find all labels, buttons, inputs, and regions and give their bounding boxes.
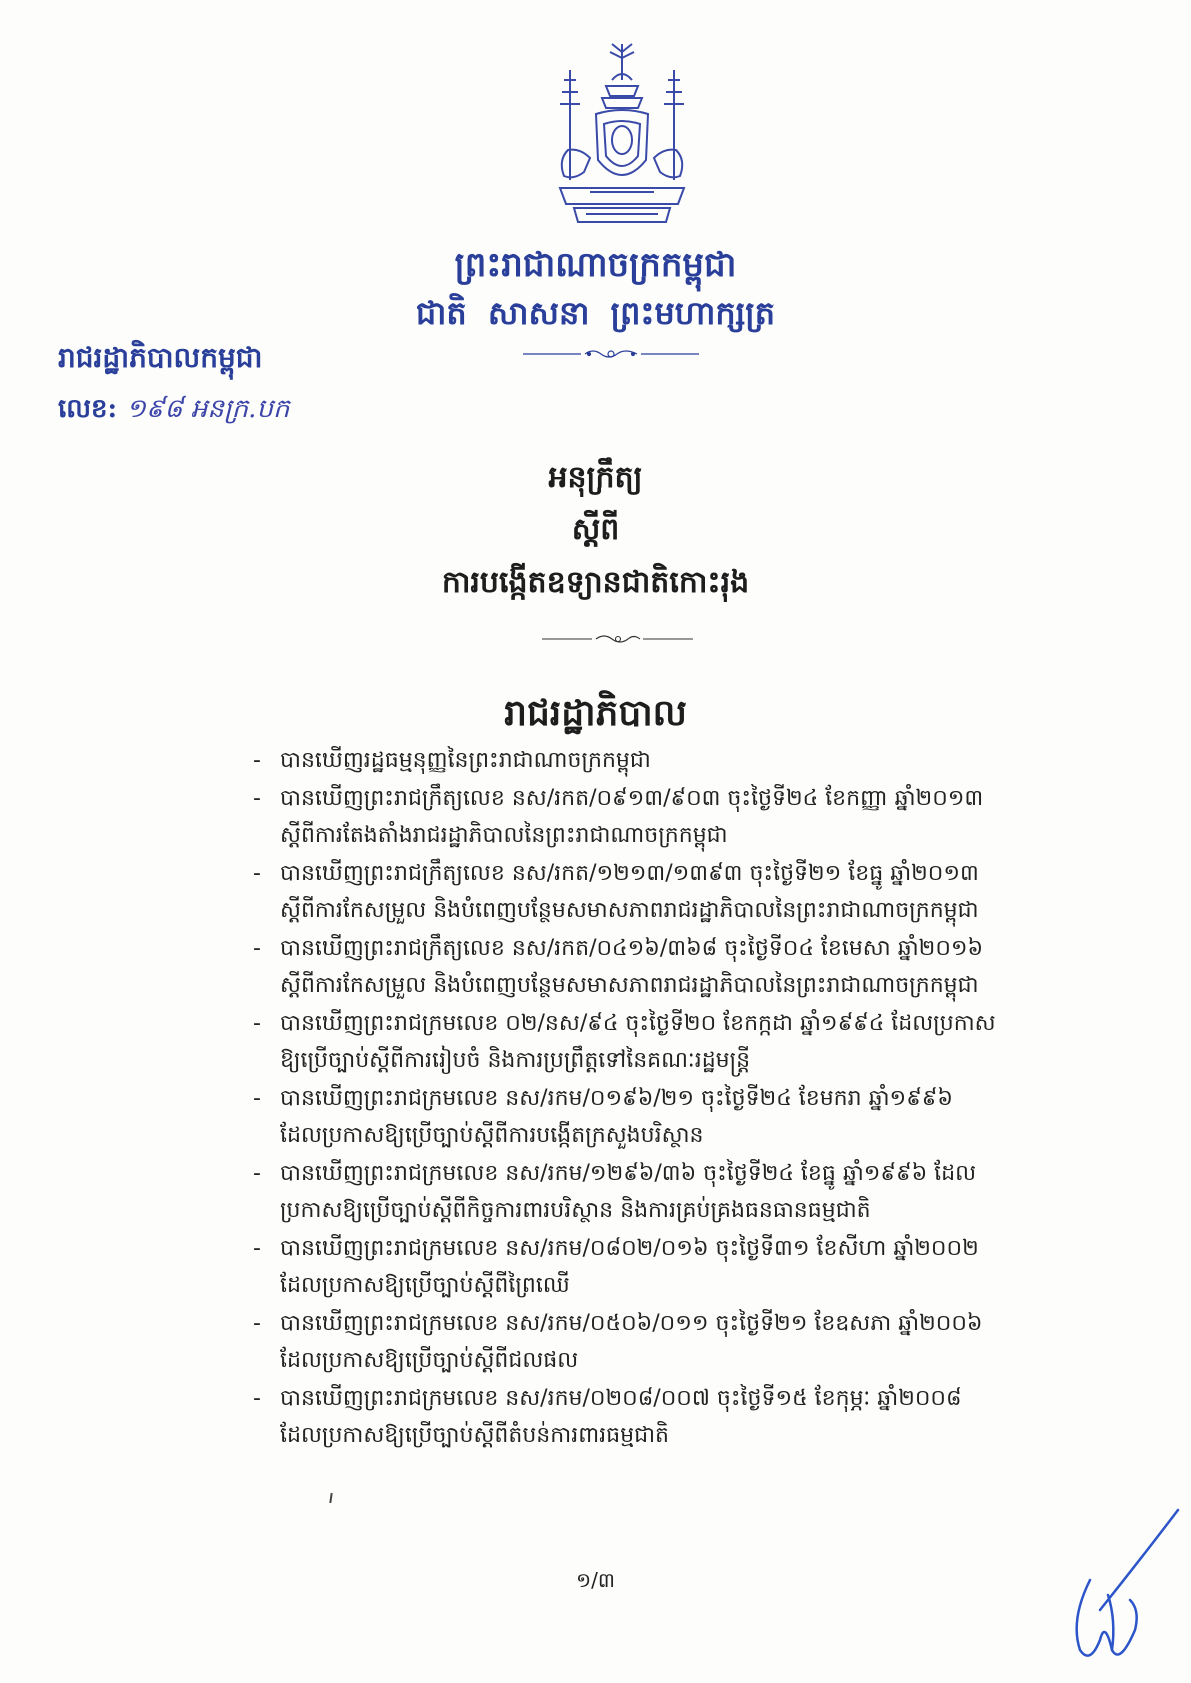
list-item-line2: ដែលប្រកាសឱ្យប្រើច្បាប់ស្តីពីជលផល	[280, 1348, 579, 1373]
list-item-line1: បានឃើញព្រះរាជក្រមលេខ ០២/នស/៩៤ ចុះថ្ងៃទី២០ ខែកក្កដា ឆ្នាំ១៩៩៤ ដែលប្រកាស	[280, 1010, 996, 1036]
list-item	[253, 1005, 1063, 1080]
list-item	[253, 930, 1063, 1005]
list-item-line1: បានឃើញព្រះរាជក្រឹត្យលេខ នស/រកត/០៤១៦/៣៦៨ ចុះថ្ងៃទី០៤ ខែមេសា ឆ្នាំ២០១៦	[280, 935, 984, 961]
stray-ink-mark	[329, 1493, 332, 1503]
list-item	[253, 780, 1063, 855]
section-heading: រាជរដ្ឋាភិបាល	[504, 692, 687, 734]
initials-signature-icon	[1060, 1500, 1180, 1670]
list-item-line1: បានឃើញព្រះរាជក្រមលេខ នស/រកម/០៥០៦/០១១ ចុះថ្ងៃទី២១ ខែឧសភា ឆ្នាំ២០០៦	[280, 1310, 983, 1336]
national-motto: ជាតិ សាសនា ព្រះមហាក្សត្រ	[415, 294, 776, 332]
reference-value: ១៩៨ អនក្រ.បក	[126, 394, 290, 424]
list-item	[253, 1080, 1063, 1155]
list-item-line2: ស្តីពីការតែងតាំងរាជរដ្ឋាភិបាលនៃព្រះរាជាណាចក្រកម្ពុជា	[280, 823, 728, 848]
list-item-line1: បានឃើញព្រះរាជក្រឹត្យលេខ នស/រកត/១២១៣/១៣៩៣ ចុះថ្ងៃទី២១ ខែធ្នូ ឆ្នាំ២០១៣	[280, 860, 979, 886]
list-item-line1: បានឃើញព្រះរាជក្រមលេខ នស/រកម/០២០៨/០០៧ ចុះថ្ងៃទី១៥ ខែកុម្ភៈ ឆ្នាំ២០០៨	[280, 1385, 962, 1411]
ornament-divider-top-icon	[521, 346, 701, 362]
list-item	[253, 1380, 1063, 1455]
list-item-line1: បានឃើញព្រះរាជក្រមលេខ នស/រកម/០៨០២/០១៦ ចុះថ្ងៃទី៣១ ខែសីហា ឆ្នាំ២០០២	[280, 1235, 979, 1261]
list-item-line2: ស្តីពីការកែសម្រួល និងបំពេញបន្ថែមសមាសភាពរាជរដ្ឋាភិបាលនៃព្រះរាជាណាចក្រកម្ពុជា	[280, 973, 979, 998]
decree-subject-title: ការបង្កើតឧទ្យានជាតិកោះរុង	[441, 565, 750, 600]
considerations-list	[253, 742, 1063, 1455]
list-item-line2: ឱ្យប្រើច្បាប់ស្តីពីការរៀបចំ និងការប្រព្រឹត្តទៅនៃគណៈរដ្ឋមន្ត្រី	[280, 1048, 751, 1073]
list-item-line2: ដែលប្រកាសឱ្យប្រើច្បាប់ស្តីពីការបង្កើតក្រសួងបរិស្ថាន	[280, 1123, 704, 1148]
ornament-divider-middle-icon	[540, 631, 695, 647]
list-item-line1: បានឃើញព្រះរាជក្រមលេខ នស/រកម/០១៩៦/២១ ចុះថ្ងៃទី២៤ ខែមករា ឆ្នាំ១៩៩៦	[280, 1085, 953, 1111]
list-item-line2: ដែលប្រកាសឱ្យប្រើច្បាប់ស្តីពីតំបន់ការពារធម្មជាតិ	[280, 1423, 669, 1448]
list-item-line1: បានឃើញរដ្ឋធម្មនុញ្ញនៃព្រះរាជាណាចក្រកម្ពុជា	[280, 748, 651, 773]
list-item-line1: បានឃើញព្រះរាជក្រមលេខ នស/រកម/១២៩៦/៣៦ ចុះថ្ងៃទី២៤ ខែធ្នូ ឆ្នាំ១៩៩៦ ដែល	[280, 1160, 977, 1186]
list-item	[253, 1230, 1063, 1305]
document-type-title: អនុក្រឹត្យ	[548, 460, 643, 495]
list-item	[253, 742, 1063, 780]
list-item	[253, 855, 1063, 930]
issuing-authority: រាជរដ្ឋាភិបាលកម្ពុជា	[58, 341, 263, 374]
page-number: ១/៣	[576, 1568, 615, 1592]
list-item-line2: ប្រកាសឱ្យប្រើច្បាប់ស្តីពីកិច្ចការពារបរិស្ថាន និងការគ្រប់គ្រងធនធានធម្មជាតិ	[280, 1198, 871, 1223]
list-item	[253, 1305, 1063, 1380]
reference-label: លេខ:	[58, 394, 118, 424]
title-about-label: ស្តីពី	[571, 512, 620, 547]
list-item-line2: ដែលប្រកាសឱ្យប្រើច្បាប់ស្តីពីព្រៃឈើ	[280, 1273, 570, 1298]
list-item-line2: ស្តីពីការកែសម្រួល និងបំពេញបន្ថែមសមាសភាពរាជរដ្ឋាភិបាលនៃព្រះរាជាណាចក្រកម្ពុជា	[280, 898, 979, 923]
kingdom-title: ព្រះរាជាណាចក្រកម្ពុជា	[454, 245, 737, 285]
list-item-line1: បានឃើញព្រះរាជក្រឹត្យលេខ នស/រកត/០៩១៣/៩០៣ ចុះថ្ងៃទី២៤ ខែកញ្ញា ឆ្នាំ២០១៣	[280, 785, 984, 811]
royal-coat-of-arms-icon	[550, 40, 695, 230]
list-item	[253, 1155, 1063, 1230]
reference-number	[58, 392, 289, 430]
